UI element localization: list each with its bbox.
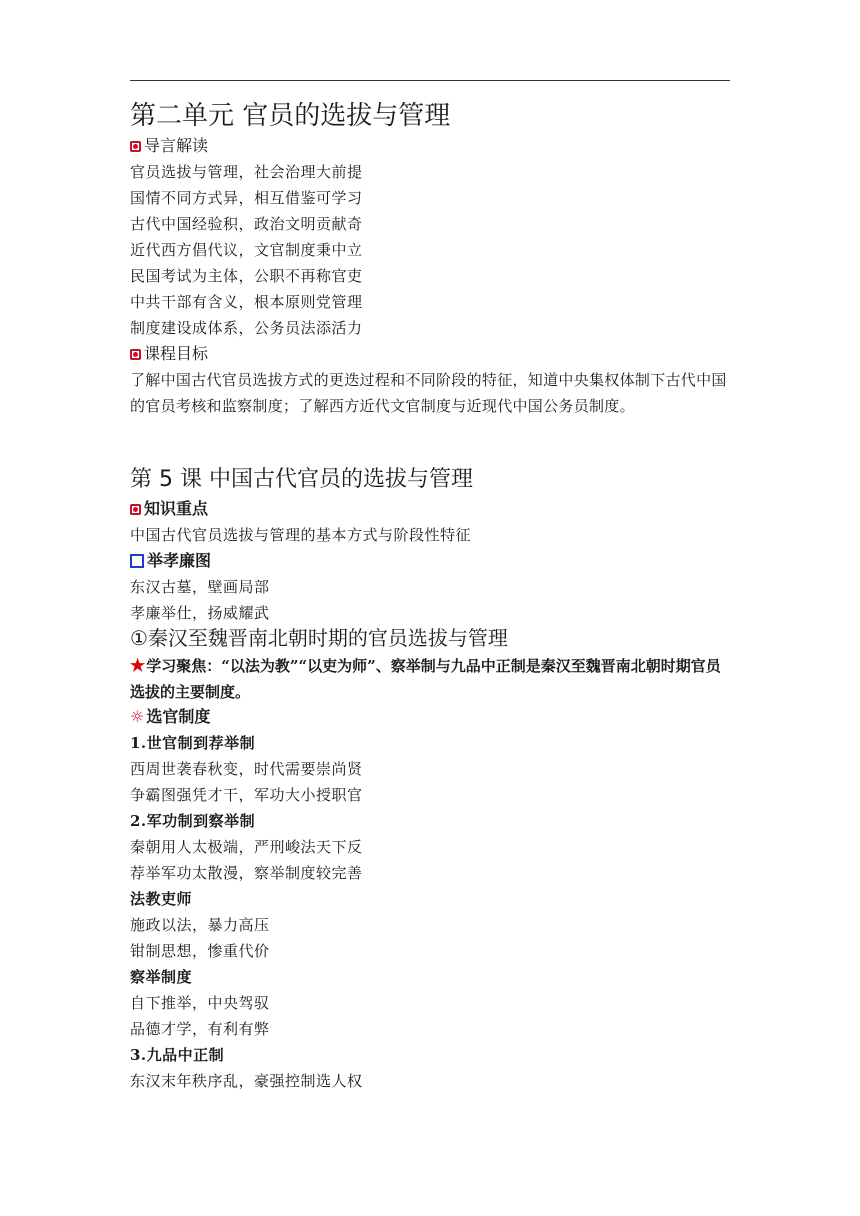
sun-icon: ☼ (130, 707, 145, 726)
sub1-line: 争霸图强凭才干，军功大小授职官 (130, 786, 363, 804)
picture-line: 东汉古墓，壁画局部 (130, 578, 270, 596)
sub4-line: 自下推举，中央驾驭 (130, 994, 270, 1012)
lesson-title: 第 5 课 中国古代官员的选拔与管理 (130, 467, 473, 492)
sub4-line: 品德才学，有利有弊 (130, 1020, 270, 1038)
sub3-line: 施政以法，暴力高压 (130, 916, 270, 934)
target-icon (130, 141, 141, 152)
section-title: ①秦汉至魏晋南北朝时期的官员选拔与管理 (130, 626, 508, 650)
goal-heading-label: 课程目标 (144, 344, 209, 363)
star-icon: ★ (130, 656, 146, 676)
picture-line: 孝廉举仕，扬威耀武 (130, 604, 270, 622)
unit-title: 第二单元 官员的选拔与管理 (130, 101, 451, 131)
sub4-title: 察举制度 (130, 968, 193, 986)
key-text: 中国古代官员选拔与管理的基本方式与阶段性特征 (130, 526, 472, 544)
focus-label: 学习聚焦： (146, 657, 222, 675)
intro-line: 近代西方倡代议，文官制度秉中立 (130, 241, 363, 259)
key-heading (130, 497, 208, 521)
intro-heading (130, 134, 208, 158)
focus-paragraph (130, 653, 732, 705)
intro-line: 官员选拔与管理，社会治理大前提 (130, 163, 363, 181)
intro-line: 民国考试为主体，公职不再称官吏 (130, 267, 363, 285)
goal-text: 了解中国古代官员选拔方式的更迭过程和不同阶段的特征，知道中央集权体制下古代中国的官员考核和监察制度；了解西方近代文官制度与近现代中国公务员制度。 (130, 371, 727, 415)
sub2-line: 荐举军功太散漫，察举制度较完善 (130, 864, 363, 882)
picture-heading-label: 举孝廉图 (147, 551, 212, 570)
sub1-title: 1.世官制到荐举制 (130, 734, 256, 752)
focus-text: “以法为教”“以吏为师”、察举制与九品中正制是秦汉至魏晋南北朝时期官员选拔的主要制度。 (130, 657, 721, 701)
target-icon (130, 349, 141, 360)
system-heading-label: 选官制度 (146, 707, 211, 726)
sub3-line: 钳制思想，惨重代价 (130, 942, 270, 960)
sub2-title: 2.军功制到察举制 (130, 812, 256, 830)
key-heading-label: 知识重点 (144, 499, 209, 518)
intro-line: 中共干部有含义，根本原则党管理 (130, 293, 363, 311)
sub2-line: 秦朝用人太极端，严刑峻法天下反 (130, 838, 363, 856)
sub5-line: 东汉末年秩序乱，豪强控制选人权 (130, 1072, 363, 1090)
square-icon (130, 554, 144, 568)
target-icon (130, 504, 141, 515)
sub1-line: 西周世袭春秋变，时代需要崇尚贤 (130, 760, 363, 778)
intro-line: 古代中国经验积，政治文明贡献奇 (130, 215, 363, 233)
header-rule (130, 80, 730, 81)
sub5-title: 3.九品中正制 (130, 1046, 225, 1064)
sub3-title: 法教吏师 (130, 890, 193, 908)
picture-heading (130, 549, 211, 573)
intro-heading-label: 导言解读 (144, 136, 209, 155)
intro-line: 国情不同方式异，相互借鉴可学习 (130, 189, 363, 207)
intro-line: 制度建设成体系，公务员法添活力 (130, 319, 363, 337)
system-heading (130, 705, 210, 729)
goal-heading (130, 342, 208, 366)
